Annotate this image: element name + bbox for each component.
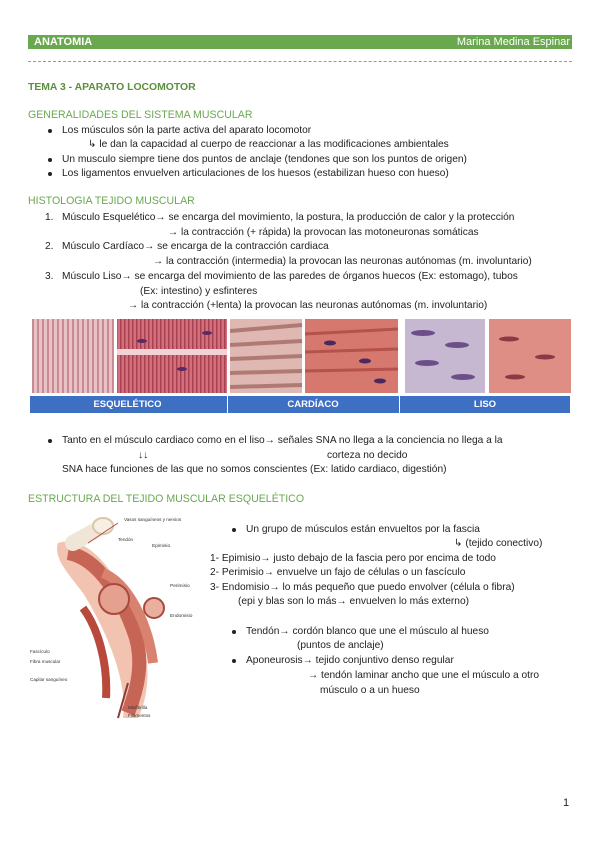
estructura-fascia: Un grupo de músculos están envueltos por la fascia xyxy=(246,524,480,535)
sna-note-cont: corteza no decido xyxy=(327,450,408,461)
figure-label-capilar: Capilar sanguíneo xyxy=(30,677,68,682)
estructura-aponeurosis: Aponeurosis→ tejido conjuntivo denso regular xyxy=(246,655,454,666)
bullet-dot xyxy=(232,659,236,663)
estructura-tendon-sub: (puntos de anclaje) xyxy=(297,640,384,651)
figure-label-endomisio: Endomisio xyxy=(170,614,193,619)
label-liso: LISO xyxy=(473,399,497,410)
section-title-generalidades: GENERALIDADES DEL SISTEMA MUSCULAR xyxy=(28,109,253,121)
histologia-item-1-sub: → la contracción (+ rápida) la provocan las motoneuronas somáticas xyxy=(168,227,479,238)
page-number: 1 xyxy=(563,797,570,809)
estructura-fascia-sub: ↳ (tejido conectivo) xyxy=(454,538,543,549)
histologia-item-2-sub: → la contracción (intermedia) la provocan las neuronas autónomas (m. involuntario) xyxy=(153,256,532,267)
histologia-item-2: Músculo Cardíaco→ se encarga de la contracción cardiaca xyxy=(62,241,329,252)
sna-note: Tanto en el músculo cardiaco como en el liso→ señales SNA no llega a la conciencia no llega a la xyxy=(62,435,503,446)
list-number: 3. xyxy=(45,271,54,282)
muscle-type-labels xyxy=(30,396,570,413)
estructura-endomisio: 3- Endomisio→ lo más pequeño que puedo envolver (célula o fibra) xyxy=(210,582,515,593)
estructura-epimisio: 1- Epimisio→ justo debajo de la fascia pero por encima de todo xyxy=(210,553,496,564)
figure-label-tendon: Tendón xyxy=(118,537,134,542)
bullet-dot xyxy=(232,630,236,634)
estructura-tendon: Tendón→ cordón blanco que une el músculo al hueso xyxy=(246,626,489,637)
label-cardiaco: CARDÍACO xyxy=(287,399,339,410)
cardiac-muscle-micrograph xyxy=(230,319,398,393)
list-number: 1. xyxy=(45,212,54,223)
section-title-estructura: ESTRUCTURA DEL TEJIDO MUSCULAR ESQUELÉTICO xyxy=(28,493,305,505)
skeletal-muscle-micrograph xyxy=(32,319,227,393)
generalidades-item-3: Los ligamentos envuelven articulaciones de los huesos (estabilizan hueso con hueso) xyxy=(62,168,449,179)
figure-label-fasciculo: Fascículo xyxy=(30,649,50,654)
bullet-dot xyxy=(48,158,52,162)
bullet-dot xyxy=(48,129,52,133)
figure-label-miofibrilla: Miofibrilla xyxy=(128,705,148,710)
histologia-item-3-sub: → la contracción (+lenta) la provocan las neuronas autónomas (m. involuntario) xyxy=(128,300,488,311)
histologia-item-3: Músculo Liso→ se encarga del movimiento de las paredes de órganos huecos (Ex: estomago), tubos xyxy=(62,271,518,282)
sna-arrows: ↓↓ xyxy=(138,450,149,461)
author-name: Marina Medina Espinar xyxy=(456,36,570,48)
bullet-dot xyxy=(48,172,52,176)
muscle-structure-illustration xyxy=(28,513,210,723)
estructura-perimisio: 2- Perimisio→ envuelve un fajo de células o un fascículo xyxy=(210,567,466,578)
generalidades-item-1-sub: ↳ le dan la capacidad al cuerpo de reaccionar a las modificaciones ambientales xyxy=(88,139,449,150)
figure-label-fibra: Fibra muscular xyxy=(30,659,61,664)
subject-title: ANATOMIA xyxy=(34,36,93,48)
bullet-dot xyxy=(232,528,236,532)
figure-label-filamentos: Filamentos xyxy=(128,713,151,718)
generalidades-item-1: Los músculos són la parte activa del aparato locomotor xyxy=(62,125,312,136)
estructura-aponeurosis-sub: → tendón laminar ancho que une el músculo a otro xyxy=(308,670,540,681)
header-divider xyxy=(28,61,572,62)
estructura-aponeurosis-sub2: músculo o a un hueso xyxy=(320,685,420,696)
bullet-dot xyxy=(48,439,52,443)
histologia-item-3-cont: (Ex: intestino) y esfinteres xyxy=(140,286,258,297)
figure-label-perimisio: Perimisio xyxy=(170,584,190,589)
generalidades-item-2: Un musculo siempre tiene dos puntos de anclaje (tendones que son los puntos de origen) xyxy=(62,154,467,165)
tema-title: TEMA 3 - APARATO LOCOMOTOR xyxy=(28,82,196,93)
header-bar xyxy=(28,35,572,49)
label-esqueletico: ESQUELÉTICO xyxy=(93,399,162,410)
list-number: 2. xyxy=(45,241,54,252)
figure-label-vasos: Vasos sanguíneos y nervios xyxy=(124,517,182,522)
histologia-item-1: Músculo Esquelético→ se encarga del movimiento, la postura, la producción de calor y la protección xyxy=(62,212,515,223)
section-title-histologia: HISTOLOGIA TEJIDO MUSCULAR xyxy=(28,195,195,207)
figure-label-epimisio: Epimisio xyxy=(152,544,171,549)
sna-note-line3: SNA hace funciones de las que no somos conscientes (Ex: latido cardiaco, digestión) xyxy=(62,464,447,475)
smooth-muscle-micrograph xyxy=(405,319,571,393)
estructura-endomisio-sub: (epi y blas son lo más→ envuelven lo más externo) xyxy=(238,596,470,607)
